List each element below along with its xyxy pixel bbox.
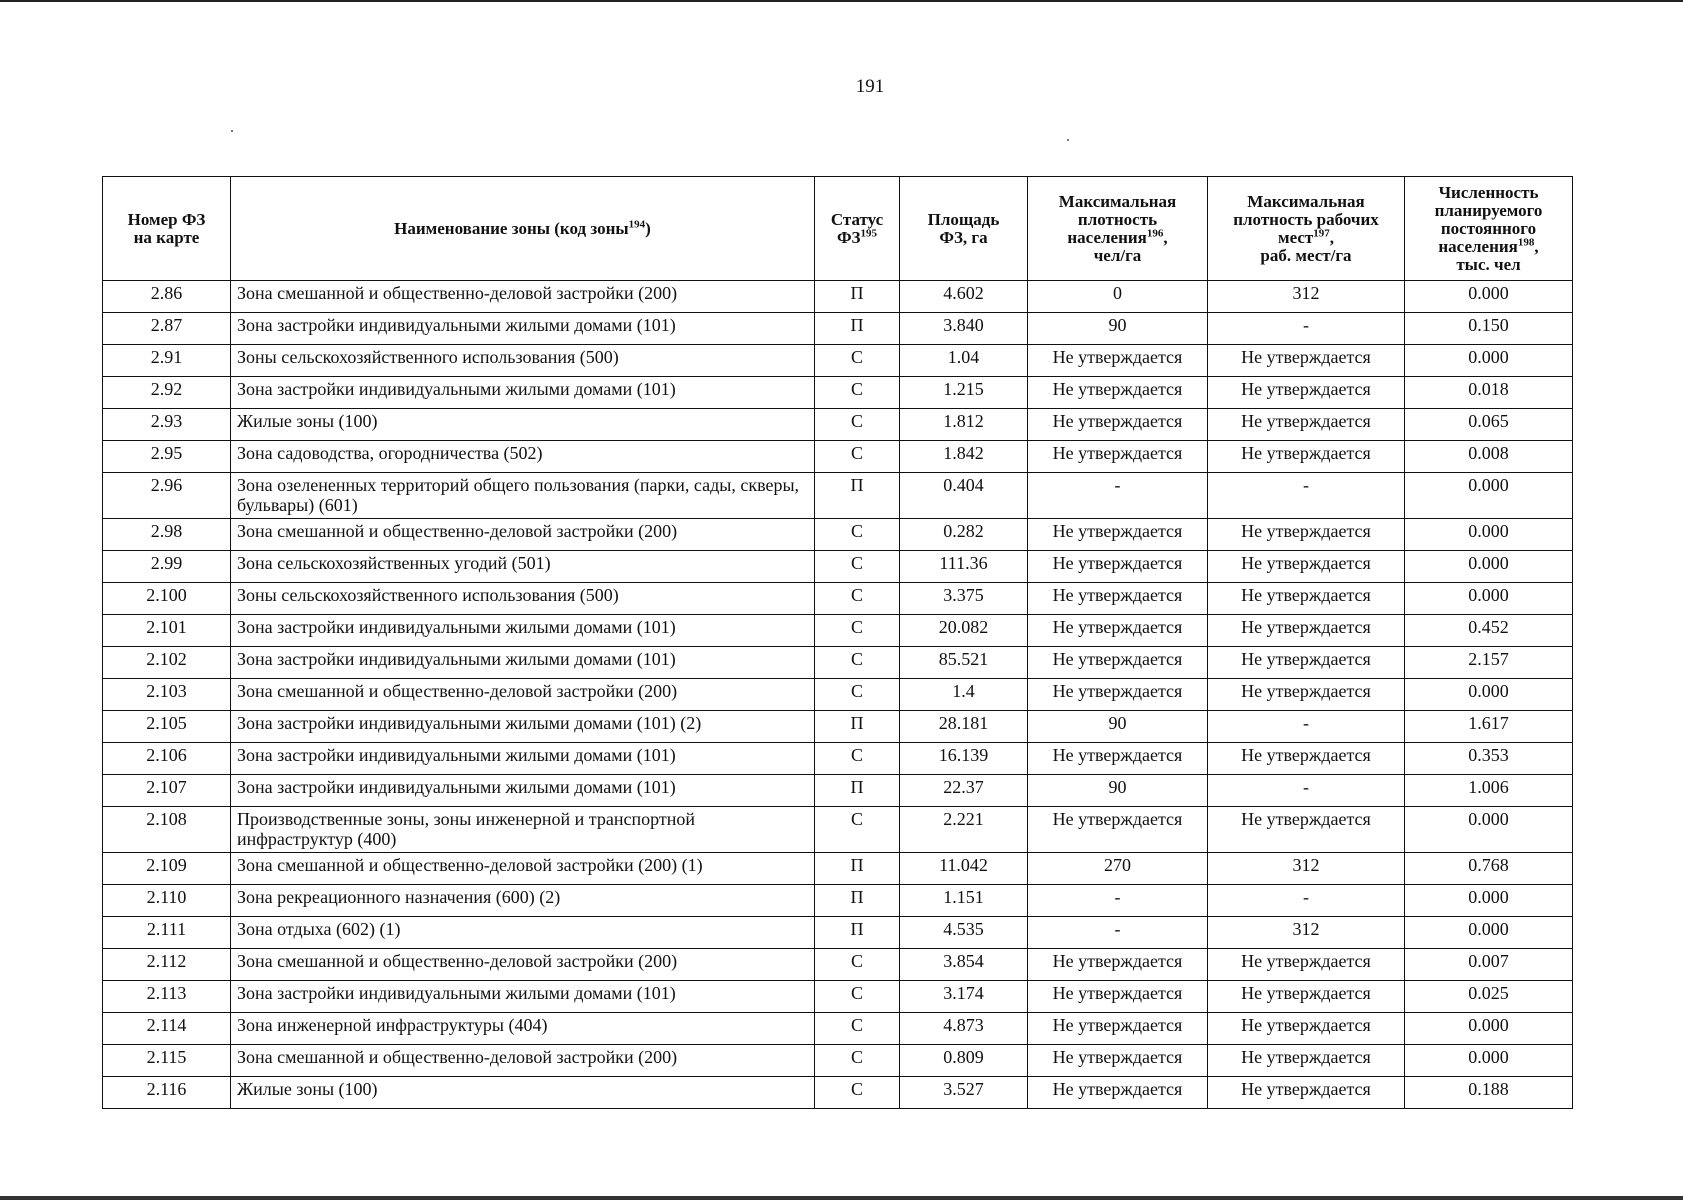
scan-speck xyxy=(231,130,233,132)
cell-planned-population: 0.150 xyxy=(1405,313,1573,345)
header-area: Площадь ФЗ, га xyxy=(900,177,1028,281)
cell-workplace-density: Не утверждается xyxy=(1208,583,1405,615)
cell-zone-name: Зона застройки индивидуальными жилыми домами (101) xyxy=(231,377,815,409)
cell-status: С xyxy=(815,949,900,981)
cell-workplace-density: Не утверждается xyxy=(1208,679,1405,711)
cell-zone-number: 2.96 xyxy=(103,473,231,519)
cell-planned-population: 2.157 xyxy=(1405,647,1573,679)
cell-area: 22.37 xyxy=(900,775,1028,807)
table-row xyxy=(103,551,1573,583)
cell-status: С xyxy=(815,981,900,1013)
cell-status: П xyxy=(815,313,900,345)
cell-workplace-density: Не утверждается xyxy=(1208,1045,1405,1077)
cell-area: 3.375 xyxy=(900,583,1028,615)
cell-workplace-density: - xyxy=(1208,313,1405,345)
cell-zone-number: 2.109 xyxy=(103,853,231,885)
cell-area: 2.221 xyxy=(900,807,1028,853)
cell-zone-number: 2.101 xyxy=(103,615,231,647)
cell-area: 3.174 xyxy=(900,981,1028,1013)
table-row xyxy=(103,1013,1573,1045)
header-population-density: Максимальная плотность населения$^{196}$, чел/га xyxy=(1028,177,1208,281)
cell-zone-name: Зоны сельскохозяйственного использования (500) xyxy=(231,583,815,615)
table-row xyxy=(103,473,1573,519)
scan-top-edge xyxy=(0,0,1683,2)
cell-population-density: Не утверждается xyxy=(1028,441,1208,473)
cell-status: С xyxy=(815,647,900,679)
cell-zone-name: Зона рекреационного назначения (600) (2) xyxy=(231,885,815,917)
cell-workplace-density: - xyxy=(1208,711,1405,743)
cell-population-density: - xyxy=(1028,473,1208,519)
cell-status: П xyxy=(815,473,900,519)
cell-zone-number: 2.95 xyxy=(103,441,231,473)
cell-status: С xyxy=(815,519,900,551)
table-row xyxy=(103,583,1573,615)
table-row xyxy=(103,441,1573,473)
cell-planned-population: 0.000 xyxy=(1405,519,1573,551)
cell-area: 3.854 xyxy=(900,949,1028,981)
cell-zone-name: Зона смешанной и общественно-деловой застройки (200) xyxy=(231,281,815,313)
cell-workplace-density: Не утверждается xyxy=(1208,409,1405,441)
cell-zone-number: 2.108 xyxy=(103,807,231,853)
cell-planned-population: 0.353 xyxy=(1405,743,1573,775)
cell-planned-population: 0.000 xyxy=(1405,583,1573,615)
cell-workplace-density: Не утверждается xyxy=(1208,1013,1405,1045)
cell-zone-number: 2.98 xyxy=(103,519,231,551)
cell-status: С xyxy=(815,409,900,441)
cell-status: С xyxy=(815,1045,900,1077)
cell-zone-number: 2.105 xyxy=(103,711,231,743)
cell-planned-population: 0.000 xyxy=(1405,551,1573,583)
cell-zone-name: Зона смешанной и общественно-деловой застройки (200) xyxy=(231,519,815,551)
cell-zone-name: Зона смешанной и общественно-деловой застройки (200) xyxy=(231,1045,815,1077)
cell-status: П xyxy=(815,711,900,743)
cell-zone-name: Зона инженерной инфраструктуры (404) xyxy=(231,1013,815,1045)
cell-zone-name: Зона садоводства, огородничества (502) xyxy=(231,441,815,473)
table-row xyxy=(103,711,1573,743)
cell-area: 1.215 xyxy=(900,377,1028,409)
table-row xyxy=(103,917,1573,949)
cell-planned-population: 0.007 xyxy=(1405,949,1573,981)
cell-population-density: Не утверждается xyxy=(1028,743,1208,775)
table-row xyxy=(103,949,1573,981)
cell-planned-population: 0.000 xyxy=(1405,807,1573,853)
cell-status: С xyxy=(815,345,900,377)
cell-status: С xyxy=(815,743,900,775)
cell-area: 1.151 xyxy=(900,885,1028,917)
cell-workplace-density: Не утверждается xyxy=(1208,377,1405,409)
cell-population-density: Не утверждается xyxy=(1028,1045,1208,1077)
table-row xyxy=(103,1077,1573,1109)
cell-zone-name: Зона озелененных территорий общего пользования (парки, сады, скверы, бульвары) (601) xyxy=(231,473,815,519)
scan-bottom-edge xyxy=(0,1196,1683,1200)
cell-population-density: - xyxy=(1028,917,1208,949)
cell-workplace-density: Не утверждается xyxy=(1208,1077,1405,1109)
table-row xyxy=(103,743,1573,775)
cell-population-density: 90 xyxy=(1028,313,1208,345)
cell-zone-number: 2.106 xyxy=(103,743,231,775)
cell-zone-name: Зона застройки индивидуальными жилыми домами (101) xyxy=(231,981,815,1013)
table-row xyxy=(103,981,1573,1013)
cell-workplace-density: Не утверждается xyxy=(1208,647,1405,679)
table-row xyxy=(103,807,1573,853)
table-row xyxy=(103,615,1573,647)
cell-zone-name: Зона застройки индивидуальными жилыми домами (101) (2) xyxy=(231,711,815,743)
cell-status: С xyxy=(815,1077,900,1109)
cell-workplace-density: 312 xyxy=(1208,281,1405,313)
table-row xyxy=(103,281,1573,313)
cell-zone-number: 2.113 xyxy=(103,981,231,1013)
cell-area: 20.082 xyxy=(900,615,1028,647)
cell-planned-population: 0.768 xyxy=(1405,853,1573,885)
cell-zone-name: Жилые зоны (100) xyxy=(231,409,815,441)
cell-zone-number: 2.116 xyxy=(103,1077,231,1109)
cell-planned-population: 0.000 xyxy=(1405,345,1573,377)
cell-planned-population: 0.452 xyxy=(1405,615,1573,647)
cell-planned-population: 1.006 xyxy=(1405,775,1573,807)
cell-status: П xyxy=(815,917,900,949)
cell-zone-number: 2.110 xyxy=(103,885,231,917)
zones-table xyxy=(102,176,1573,1109)
cell-workplace-density: Не утверждается xyxy=(1208,981,1405,1013)
cell-area: 0.282 xyxy=(900,519,1028,551)
cell-population-density: 90 xyxy=(1028,775,1208,807)
cell-population-density: 90 xyxy=(1028,711,1208,743)
cell-population-density: Не утверждается xyxy=(1028,519,1208,551)
cell-planned-population: 0.000 xyxy=(1405,1013,1573,1045)
cell-zone-number: 2.91 xyxy=(103,345,231,377)
cell-status: С xyxy=(815,377,900,409)
cell-zone-name: Зона застройки индивидуальными жилыми домами (101) xyxy=(231,647,815,679)
cell-zone-name: Зона смешанной и общественно-деловой застройки (200) xyxy=(231,679,815,711)
cell-zone-number: 2.103 xyxy=(103,679,231,711)
cell-area: 111.36 xyxy=(900,551,1028,583)
cell-area: 4.602 xyxy=(900,281,1028,313)
table-row xyxy=(103,409,1573,441)
cell-planned-population: 0.000 xyxy=(1405,1045,1573,1077)
cell-population-density: Не утверждается xyxy=(1028,377,1208,409)
cell-workplace-density: - xyxy=(1208,473,1405,519)
cell-area: 11.042 xyxy=(900,853,1028,885)
cell-status: С xyxy=(815,807,900,853)
cell-planned-population: 1.617 xyxy=(1405,711,1573,743)
cell-zone-number: 2.92 xyxy=(103,377,231,409)
table-row xyxy=(103,679,1573,711)
cell-area: 1.04 xyxy=(900,345,1028,377)
cell-status: С xyxy=(815,1013,900,1045)
table-row xyxy=(103,1045,1573,1077)
cell-population-density: Не утверждается xyxy=(1028,409,1208,441)
cell-workplace-density: 312 xyxy=(1208,917,1405,949)
table-row xyxy=(103,885,1573,917)
cell-planned-population: 0.065 xyxy=(1405,409,1573,441)
cell-zone-number: 2.107 xyxy=(103,775,231,807)
cell-area: 1.4 xyxy=(900,679,1028,711)
cell-area: 28.181 xyxy=(900,711,1028,743)
cell-status: С xyxy=(815,615,900,647)
cell-workplace-density: Не утверждается xyxy=(1208,551,1405,583)
cell-population-density: - xyxy=(1028,885,1208,917)
cell-zone-name: Зона смешанной и общественно-деловой застройки (200) (1) xyxy=(231,853,815,885)
cell-area: 0.404 xyxy=(900,473,1028,519)
cell-zone-name: Зона застройки индивидуальными жилыми домами (101) xyxy=(231,743,815,775)
cell-population-density: 270 xyxy=(1028,853,1208,885)
cell-planned-population: 0.008 xyxy=(1405,441,1573,473)
cell-area: 3.527 xyxy=(900,1077,1028,1109)
cell-zone-name: Зона сельскохозяйственных угодий (501) xyxy=(231,551,815,583)
cell-zone-name: Зоны сельскохозяйственного использования (500) xyxy=(231,345,815,377)
cell-planned-population: 0.000 xyxy=(1405,473,1573,519)
cell-area: 4.535 xyxy=(900,917,1028,949)
header-workplace-density: Максимальная плотность рабочих мест$^{197}$, раб. мест/га xyxy=(1208,177,1405,281)
cell-workplace-density: Не утверждается xyxy=(1208,949,1405,981)
cell-population-density: Не утверждается xyxy=(1028,949,1208,981)
table-row xyxy=(103,313,1573,345)
cell-zone-name: Зона застройки индивидуальными жилыми домами (101) xyxy=(231,775,815,807)
cell-status: П xyxy=(815,281,900,313)
cell-workplace-density: - xyxy=(1208,885,1405,917)
cell-area: 0.809 xyxy=(900,1045,1028,1077)
cell-population-density: Не утверждается xyxy=(1028,1077,1208,1109)
header-row xyxy=(103,177,1573,281)
cell-zone-number: 2.86 xyxy=(103,281,231,313)
page-number: 191 xyxy=(855,76,885,97)
header-status: Статус ФЗ$^{195}$ xyxy=(815,177,900,281)
cell-workplace-density: Не утверждается xyxy=(1208,441,1405,473)
cell-planned-population: 0.000 xyxy=(1405,917,1573,949)
cell-status: С xyxy=(815,679,900,711)
cell-area: 85.521 xyxy=(900,647,1028,679)
cell-zone-number: 2.93 xyxy=(103,409,231,441)
cell-planned-population: 0.018 xyxy=(1405,377,1573,409)
cell-workplace-density: Не утверждается xyxy=(1208,743,1405,775)
cell-population-density: Не утверждается xyxy=(1028,1013,1208,1045)
cell-zone-name: Производственные зоны, зоны инженерной и транспортной инфраструктур (400) xyxy=(231,807,815,853)
table-row xyxy=(103,345,1573,377)
cell-zone-number: 2.99 xyxy=(103,551,231,583)
cell-zone-number: 2.102 xyxy=(103,647,231,679)
scan-speck xyxy=(1067,139,1069,141)
header-zone-name: Наименование зоны (код зоны$^{194}$) xyxy=(231,177,815,281)
cell-zone-name: Зона отдыха (602) (1) xyxy=(231,917,815,949)
cell-population-density: Не утверждается xyxy=(1028,345,1208,377)
cell-zone-name: Зона застройки индивидуальными жилыми домами (101) xyxy=(231,615,815,647)
cell-zone-name: Зона смешанной и общественно-деловой застройки (200) xyxy=(231,949,815,981)
cell-area: 1.812 xyxy=(900,409,1028,441)
cell-population-density: Не утверждается xyxy=(1028,647,1208,679)
cell-population-density: Не утверждается xyxy=(1028,981,1208,1013)
cell-zone-name: Жилые зоны (100) xyxy=(231,1077,815,1109)
cell-workplace-density: Не утверждается xyxy=(1208,807,1405,853)
table-row xyxy=(103,647,1573,679)
table-row xyxy=(103,775,1573,807)
table-row xyxy=(103,377,1573,409)
cell-area: 1.842 xyxy=(900,441,1028,473)
cell-status: С xyxy=(815,551,900,583)
cell-population-density: Не утверждается xyxy=(1028,583,1208,615)
cell-planned-population: 0.000 xyxy=(1405,885,1573,917)
cell-workplace-density: Не утверждается xyxy=(1208,519,1405,551)
cell-workplace-density: Не утверждается xyxy=(1208,615,1405,647)
cell-planned-population: 0.025 xyxy=(1405,981,1573,1013)
table-row xyxy=(103,853,1573,885)
cell-population-density: 0 xyxy=(1028,281,1208,313)
cell-zone-number: 2.111 xyxy=(103,917,231,949)
zones-table-body xyxy=(103,281,1573,1109)
cell-area: 16.139 xyxy=(900,743,1028,775)
cell-workplace-density: 312 xyxy=(1208,853,1405,885)
cell-population-density: Не утверждается xyxy=(1028,807,1208,853)
cell-zone-number: 2.100 xyxy=(103,583,231,615)
cell-planned-population: 0.000 xyxy=(1405,679,1573,711)
cell-status: П xyxy=(815,775,900,807)
cell-planned-population: 0.188 xyxy=(1405,1077,1573,1109)
cell-status: П xyxy=(815,885,900,917)
table-row xyxy=(103,519,1573,551)
cell-status: П xyxy=(815,853,900,885)
cell-status: С xyxy=(815,441,900,473)
cell-zone-number: 2.115 xyxy=(103,1045,231,1077)
cell-population-density: Не утверждается xyxy=(1028,551,1208,583)
cell-workplace-density: - xyxy=(1208,775,1405,807)
cell-zone-number: 2.114 xyxy=(103,1013,231,1045)
cell-status: С xyxy=(815,583,900,615)
cell-area: 4.873 xyxy=(900,1013,1028,1045)
cell-population-density: Не утверждается xyxy=(1028,615,1208,647)
cell-area: 3.840 xyxy=(900,313,1028,345)
cell-zone-number: 2.87 xyxy=(103,313,231,345)
cell-zone-number: 2.112 xyxy=(103,949,231,981)
cell-population-density: Не утверждается xyxy=(1028,679,1208,711)
cell-planned-population: 0.000 xyxy=(1405,281,1573,313)
cell-zone-name: Зона застройки индивидуальными жилыми домами (101) xyxy=(231,313,815,345)
header-planned-population: Численность планируемого постоянного населения$^{198}$, тыс. чел xyxy=(1405,177,1573,281)
cell-workplace-density: Не утверждается xyxy=(1208,345,1405,377)
header-zone-number: Номер ФЗ на карте xyxy=(103,177,231,281)
